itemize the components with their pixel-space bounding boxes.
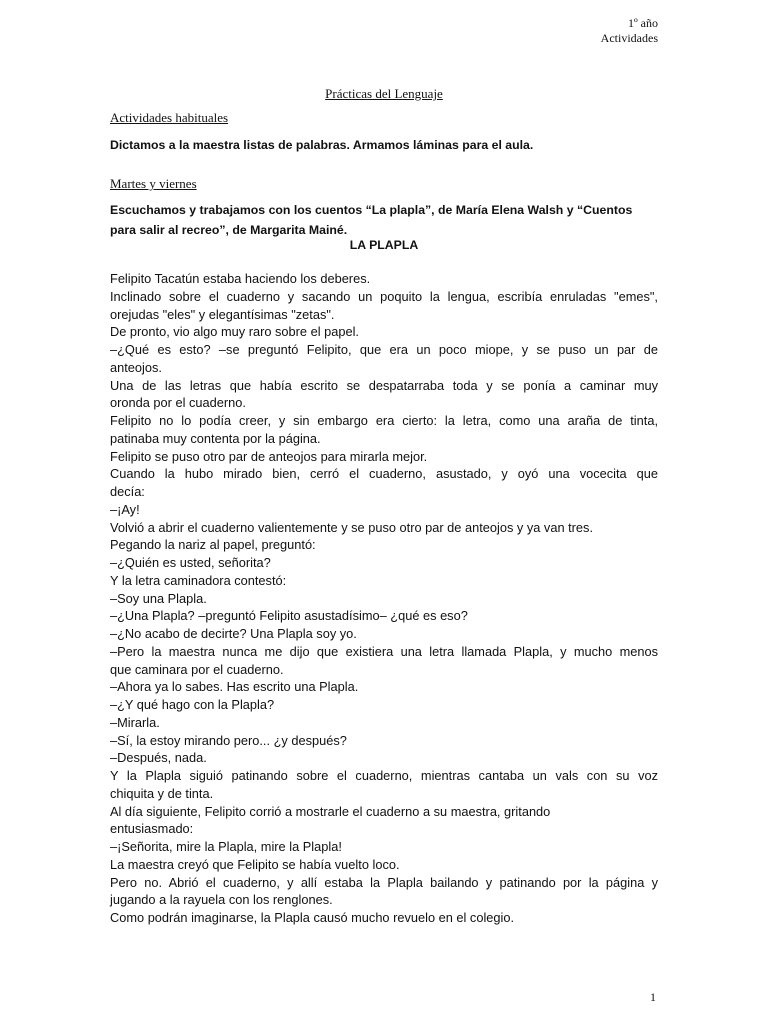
story-line: chiquita y de tinta.: [110, 785, 214, 801]
story-line: Volvió a abrir el cuaderno valientemente y se puso otro par de anteojos y ya van tres.: [110, 519, 594, 535]
section-heading-martes: Martes y viernes: [110, 176, 197, 191]
story-line: –Mirarla.: [110, 714, 160, 730]
story-line: Y la Plapla siguió patinando sobre el cuaderno, mientras cantaba un vals con su voz: [110, 768, 658, 783]
story-line: –Pero la maestra nunca me dijo que existiera una letra llamada Plapla, y mucho menos: [110, 643, 658, 659]
story-line: –¿No acabo de decirte? Una Plapla soy yo.: [110, 626, 357, 641]
header-grade: 1º año: [627, 16, 658, 30]
story-line: Inclinado sobre el cuaderno y sacando un poquito la lengua, escribía enruladas "emes",: [110, 288, 658, 304]
section-text-habituales: Dictamos a la maestra listas de palabras. Armamos láminas para el aula.: [110, 138, 534, 152]
story-line: patinaba muy contenta por la página.: [110, 430, 321, 446]
header-label: Actividades: [600, 31, 658, 45]
story-line: –¿Quién es usted, señorita?: [110, 555, 271, 570]
story-line: –Ahora ya lo sabes. Has escrito una Plapla.: [110, 679, 359, 695]
story-title: LA PLAPLA: [349, 238, 419, 252]
story-line: Al día siguiente, Felipito corrió a mostrarle el cuaderno a su maestra, gritando: [110, 803, 551, 819]
story-line: Cuando la hubo mirado bien, cerró el cuaderno, asustado, y oyó una vocecita que: [110, 466, 658, 482]
story-line: –¿Una Plapla? –preguntó Felipito asustadísimo– ¿qué es eso?: [110, 608, 468, 624]
story-line: que caminara por el cuaderno.: [110, 661, 284, 677]
story-line: entusiasmado:: [110, 821, 194, 837]
story-line: anteojos.: [110, 359, 162, 375]
story-line: orejudas "eles" y elegantísimas "zetas".: [110, 306, 335, 322]
story-line: La maestra creyó que Felipito se había vuelto loco.: [110, 856, 400, 872]
page-number: 1: [650, 990, 656, 1004]
story-line: Felipito se puso otro par de anteojos para mirarla mejor.: [110, 448, 428, 464]
document-title: Prácticas del Lenguaje: [325, 86, 443, 101]
story-line: Felipito no lo podía creer, y sin embargo era cierto: la letra, como una araña de tinta,: [110, 413, 658, 428]
story-line: Pero no. Abrió el cuaderno, y allí estaba la Plapla bailando y patinando por la página y: [110, 874, 658, 890]
story-body: [110, 270, 658, 927]
section-text-martes: Escuchamos y trabajamos con los cuentos “La plapla”, de María Elena Walsh y “Cuentos para salir al recreo”, de Margarita Mainé.: [110, 203, 633, 237]
story-line: Felipito Tacatún estaba haciendo los deberes.: [110, 271, 371, 286]
story-line: Como podrán imaginarse, la Plapla causó mucho revuelo en el colegio.: [110, 910, 515, 925]
story-line: decía:: [110, 484, 145, 499]
section-heading-habituales: Actividades habituales: [110, 110, 229, 125]
story-line: oronda por el cuaderno.: [110, 395, 246, 411]
story-line: –¡Señorita, mire la Plapla, mire la Plapla!: [110, 839, 342, 854]
story-line: –Después, nada.: [110, 750, 207, 766]
story-line: De pronto, vio algo muy raro sobre el papel.: [110, 324, 359, 340]
story-line: Y la letra caminadora contestó:: [110, 572, 287, 588]
story-line: –¿Y qué hago con la Plapla?: [110, 697, 275, 712]
story-line: jugando a la rayuela con los renglones.: [110, 892, 333, 908]
story-line: –Sí, la estoy mirando pero... ¿y después?: [110, 732, 347, 748]
page-header: [601, 16, 658, 46]
story-line: –¿Qué es esto? –se preguntó Felipito, que era un poco miope, y se puso un par de: [110, 342, 658, 357]
story-line: Pegando la nariz al papel, preguntó:: [110, 537, 316, 553]
story-line: –Soy una Plapla.: [110, 590, 207, 606]
story-line: –¡Ay!: [110, 501, 140, 517]
story-line: Una de las letras que había escrito se despatarraba toda y se ponía a caminar muy: [110, 377, 658, 393]
